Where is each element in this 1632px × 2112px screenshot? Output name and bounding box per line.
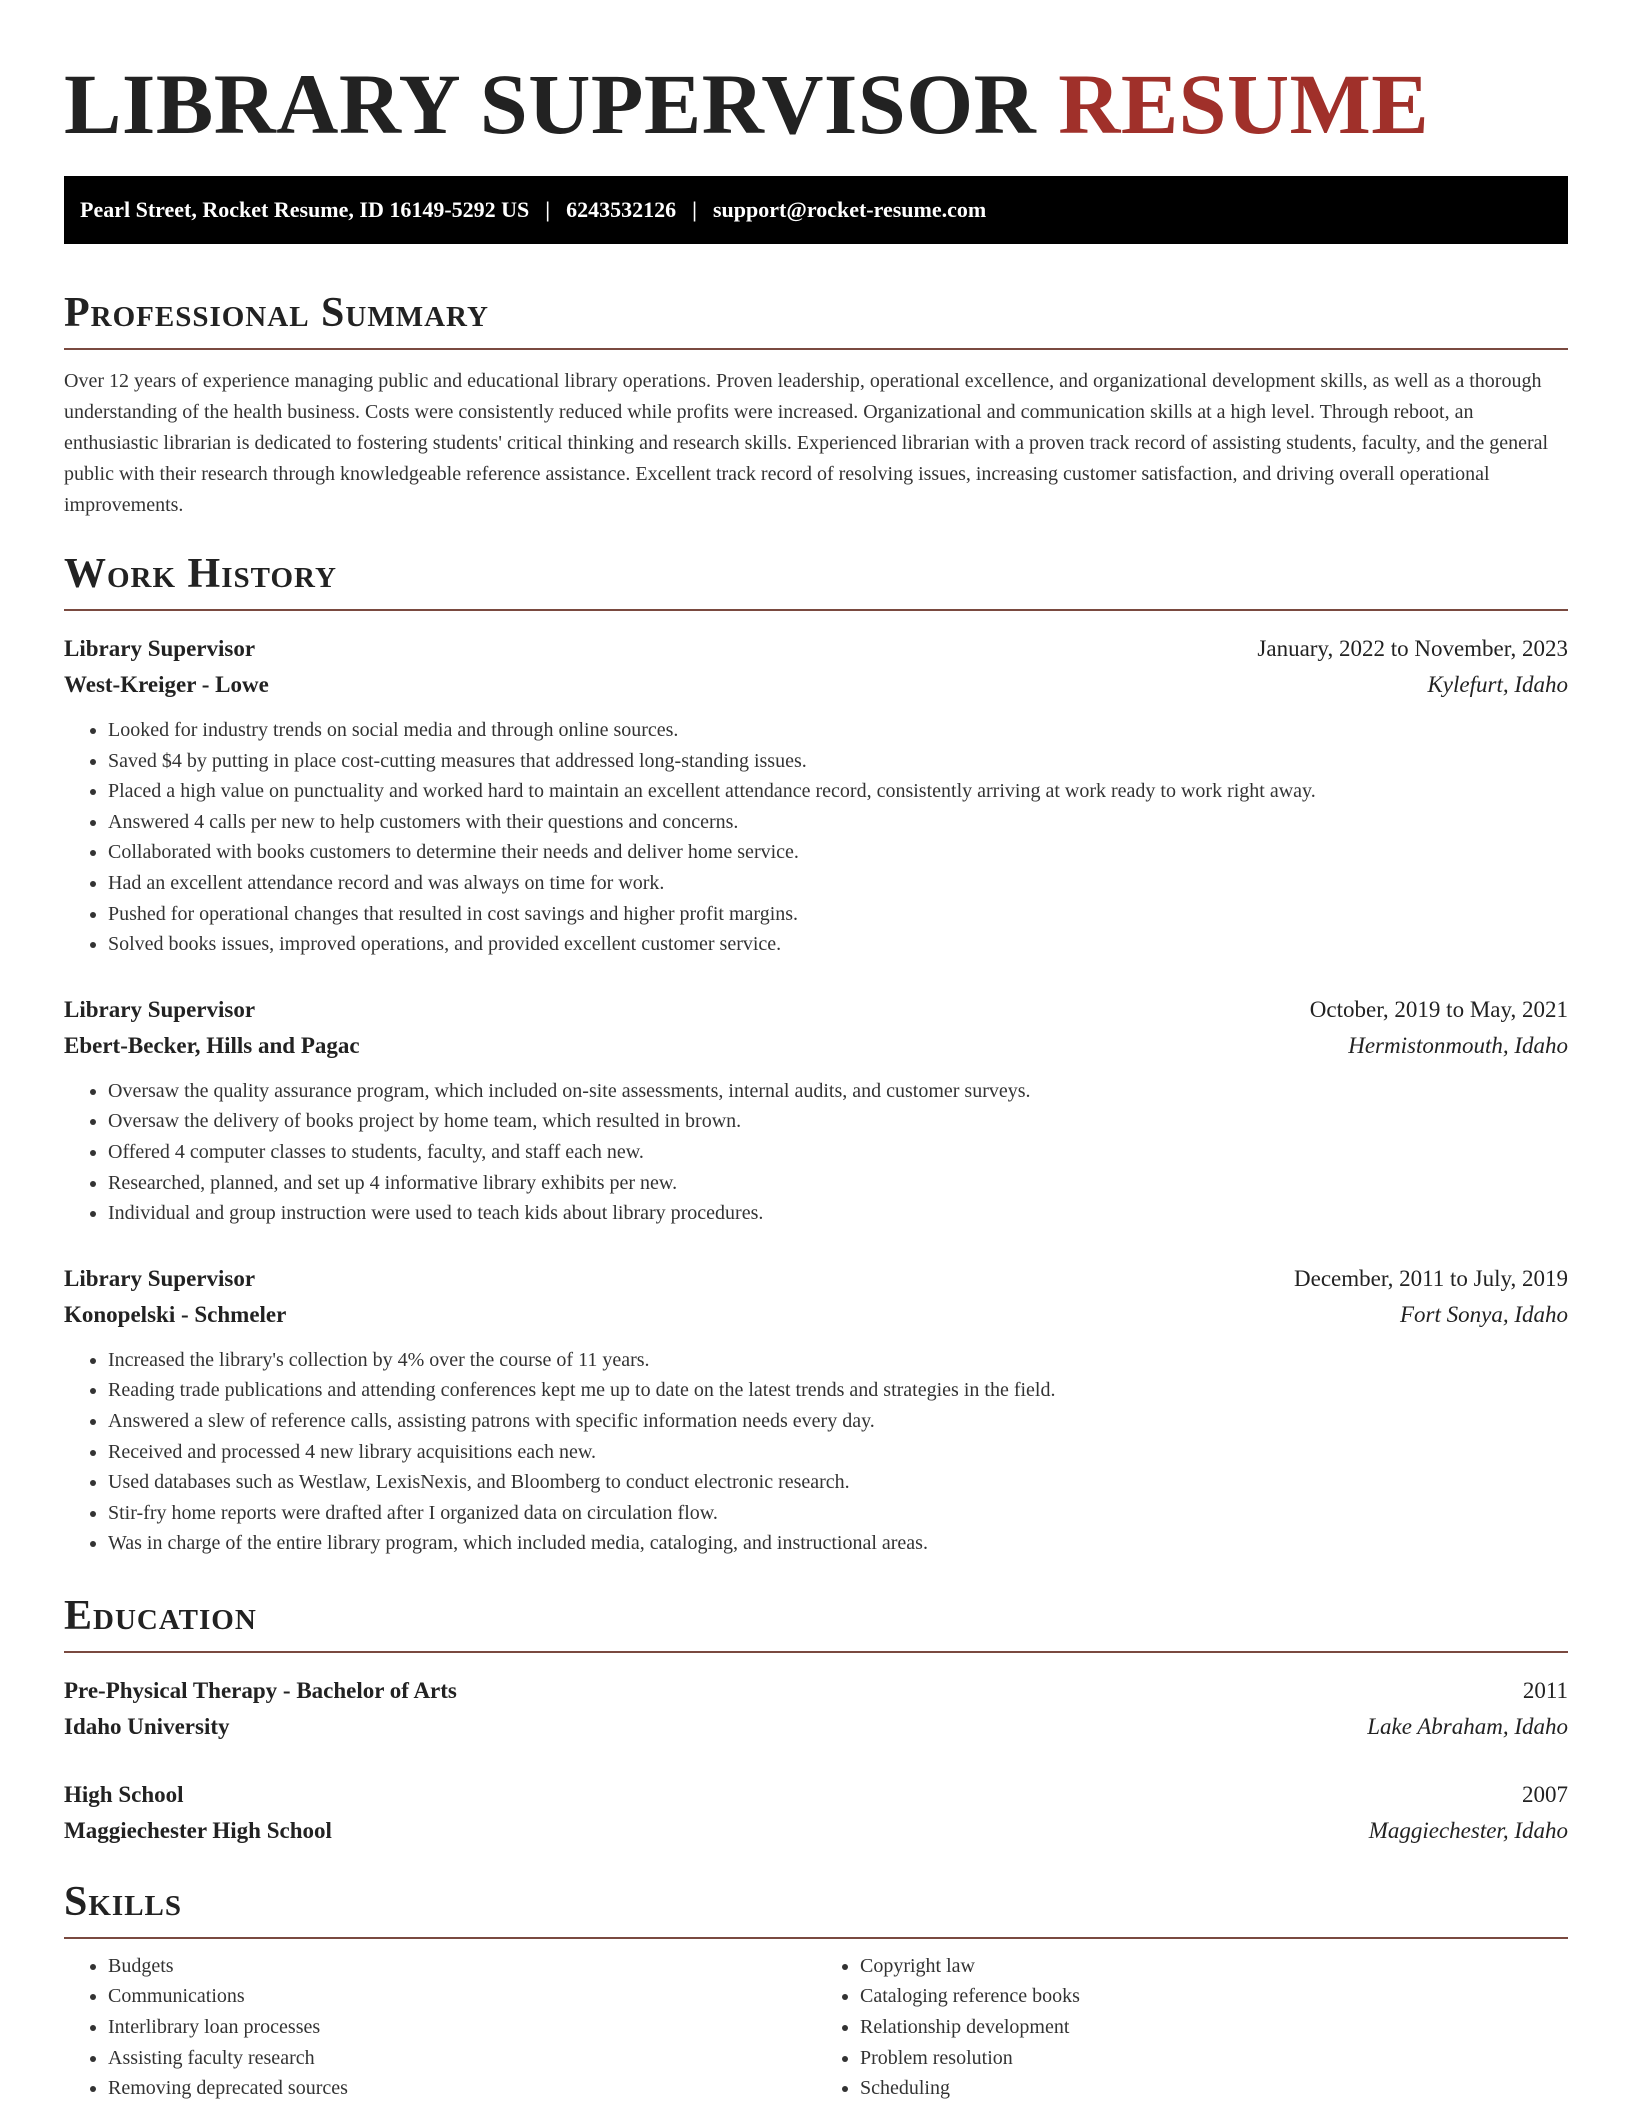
title-accent: RESUME xyxy=(1058,56,1430,152)
job-company: Konopelski - Schmeler xyxy=(64,1301,287,1327)
job-bullet: • Answered a slew of reference calls, assisting patrons with specific information needs every day. xyxy=(108,1406,1568,1437)
education-entry xyxy=(64,1777,1568,1849)
summary-heading: Professional Summary xyxy=(64,288,1568,350)
job-company: West-Kreiger - Lowe xyxy=(64,672,269,697)
job-bullet: • Received and processed 4 new library acquisitions each new. xyxy=(108,1437,1568,1468)
job-entry xyxy=(64,992,1568,1229)
work-history-heading: Work History xyxy=(64,549,1568,611)
job-dates: January, 2022 to November, 2023 xyxy=(1257,636,1568,661)
skills-list xyxy=(64,1951,1568,2104)
job-bullet: • Solved books issues, improved operations, and provided excellent customer service. xyxy=(108,929,1568,960)
job-bullet: • Stir-fry home reports were drafted after I organized data on circulation flow. xyxy=(108,1498,1568,1529)
skill-item: • Copyright law xyxy=(860,1951,1568,1982)
job-bullet: • Collaborated with books customers to determine their needs and deliver home service. xyxy=(108,837,1568,868)
job-bullet: • Oversaw the delivery of books project by home team, which resulted in brown. xyxy=(108,1106,1568,1137)
contact-phone: 6243532126 xyxy=(566,197,677,222)
skill-item: • Budgets xyxy=(108,1951,816,1982)
job-bullet: • Answered 4 calls per new to help customers with their questions and concerns. xyxy=(108,807,1568,838)
job-bullet: • Oversaw the quality assurance program, which included on-site assessments, internal audits, and customer surveys. xyxy=(108,1076,1568,1107)
job-bullets xyxy=(64,1076,1568,1229)
job-location: Fort Sonya, Idaho xyxy=(1399,1301,1568,1327)
job-location: Hermistonmouth, Idaho xyxy=(1348,1032,1568,1058)
job-bullet: • Reading trade publications and attending conferences kept me up to date on the latest trends and strategies in the field. xyxy=(108,1375,1568,1406)
job-location: Kylefurt, Idaho xyxy=(1427,672,1568,697)
contact-address: Pearl Street, Rocket Resume, ID 16149-5292 US xyxy=(80,197,530,222)
job-bullet: • Increased the library's collection by 4% over the course of 11 years. xyxy=(108,1345,1568,1376)
summary-text: Over 12 years of experience managing public and educational library operations. Proven leadership, operational excellence, and organizational development skills, as well as a thorough understanding of the health business. Costs were consistently reduced while profits were increased. Organizational and communication skills at a high level. Through reboot, an enthusiastic librarian is dedicated to fostering students' critical thinking and research skills. Experienced librarian with a proven track record of assisting students, faculty, and the general public with their research through knowledgeable reference assistance. Excellent track record of resolving issues, increasing customer satisfaction, and driving overall operational improvements. xyxy=(64,370,1549,516)
job-bullets xyxy=(64,715,1568,960)
job-bullet: • Placed a high value on punctuality and worked hard to maintain an excellent attendance record, consistently arriving at work ready to work right away. xyxy=(108,776,1568,807)
job-bullet: • Was in charge of the entire library program, which included media, cataloging, and instructional areas. xyxy=(108,1528,1568,1559)
education-degree: High School xyxy=(64,1781,184,1807)
job-header-row xyxy=(64,992,1568,1028)
job-company: Ebert-Becker, Hills and Pagac xyxy=(64,1032,360,1058)
skill-item: • Problem resolution xyxy=(860,2043,1568,2074)
job-dates: December, 2011 to July, 2019 xyxy=(1294,1265,1568,1291)
job-bullet: • Had an excellent attendance record and was always on time for work. xyxy=(108,868,1568,899)
education-school-row xyxy=(64,1709,1568,1745)
job-bullet: • Saved $4 by putting in place cost-cutting measures that addressed long-standing issues. xyxy=(108,746,1568,777)
job-bullet: • Researched, planned, and set up 4 informative library exhibits per new. xyxy=(108,1168,1568,1199)
title-main: LIBRARY SUPERVISOR xyxy=(64,56,1037,152)
contact-separator: | xyxy=(692,197,697,222)
job-bullet: • Used databases such as Westlaw, LexisNexis, and Bloomberg to conduct electronic research. xyxy=(108,1467,1568,1498)
job-bullets xyxy=(64,1345,1568,1559)
job-title: Library Supervisor xyxy=(64,996,256,1022)
education-year: 2007 xyxy=(1522,1781,1568,1807)
skill-item: • Interlibrary loan processes xyxy=(108,2012,816,2043)
job-title: Library Supervisor xyxy=(64,636,256,661)
job-bullet: • Individual and group instruction were used to teach kids about library procedures. xyxy=(108,1198,1568,1229)
education-entry xyxy=(64,1673,1568,1745)
education-degree-row xyxy=(64,1777,1568,1813)
skill-item: • Relationship development xyxy=(860,2012,1568,2043)
job-company-row xyxy=(64,1028,1568,1064)
education-year: 2011 xyxy=(1522,1677,1568,1703)
job-bullet: • Looked for industry trends on social media and through online sources. xyxy=(108,715,1568,746)
job-header-row xyxy=(64,631,1568,667)
contact-bar xyxy=(64,176,1568,244)
job-entry xyxy=(64,1261,1568,1559)
job-header-row xyxy=(64,1261,1568,1297)
education-degree: Pre-Physical Therapy - Bachelor of Arts xyxy=(64,1677,457,1703)
education-heading: Education xyxy=(64,1591,1568,1653)
skill-item: • Assisting faculty research xyxy=(108,2043,816,2074)
skill-item: • Scheduling xyxy=(860,2073,1568,2104)
resume-page xyxy=(64,0,1568,2104)
education-location: Lake Abraham, Idaho xyxy=(1367,1713,1568,1739)
skill-item: • Communications xyxy=(108,1981,816,2012)
education-school: Maggiechester High School xyxy=(64,1817,332,1843)
skills-heading: Skills xyxy=(64,1877,1568,1939)
education-location: Maggiechester, Idaho xyxy=(1368,1817,1568,1843)
job-bullet: • Offered 4 computer classes to students, faculty, and staff each new. xyxy=(108,1137,1568,1168)
skills-column-left xyxy=(64,1951,816,2104)
skills-column-right xyxy=(816,1951,1568,2104)
contact-email: support@rocket-resume.com xyxy=(713,197,987,222)
contact-separator: | xyxy=(545,197,551,222)
skill-item: • Removing deprecated sources xyxy=(108,2073,816,2104)
education-school: Idaho University xyxy=(64,1713,230,1739)
skill-item: • Cataloging reference books xyxy=(860,1981,1568,2012)
education-degree-row xyxy=(64,1673,1568,1709)
job-dates: October, 2019 to May, 2021 xyxy=(1309,996,1568,1022)
job-entry xyxy=(64,631,1568,960)
job-company-row xyxy=(64,1297,1568,1333)
education-school-row xyxy=(64,1813,1568,1849)
job-company-row xyxy=(64,667,1568,703)
job-bullet: • Pushed for operational changes that resulted in cost savings and higher profit margins. xyxy=(108,899,1568,930)
resume-title xyxy=(64,54,1568,154)
job-title: Library Supervisor xyxy=(64,1265,256,1291)
